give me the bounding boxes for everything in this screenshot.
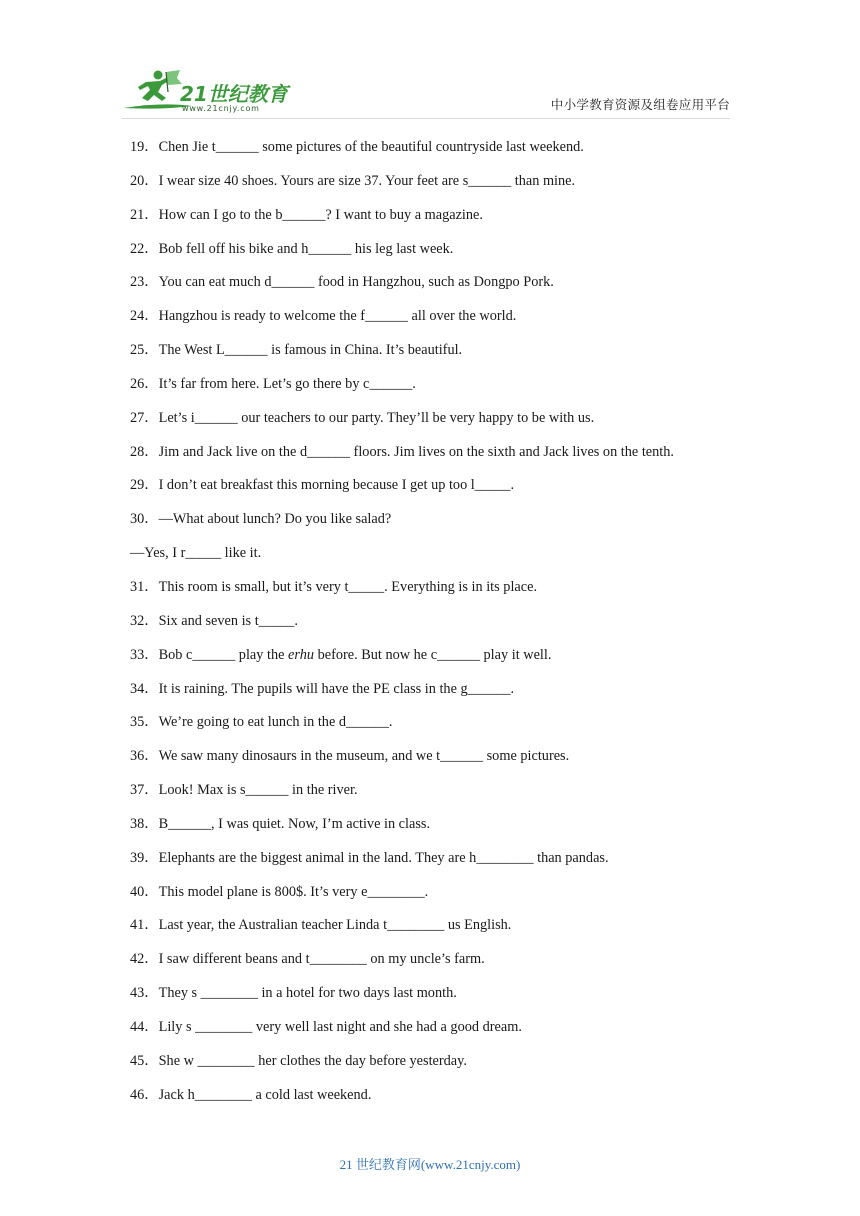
logo-url: www.21cnjy.com bbox=[182, 104, 260, 113]
question-item: 38．B______, I was quiet. Now, I’m active in class. bbox=[130, 815, 431, 832]
question-item: 29．I don’t eat breakfast this morning because I get up too l_____. bbox=[130, 477, 515, 494]
question-answer-line: —Yes, I r_____ like it. bbox=[130, 545, 262, 562]
question-item: 40．This model plane is 800$. It’s very e________. bbox=[130, 883, 429, 900]
header-divider bbox=[122, 118, 730, 119]
question-item: 37．Look! Max is s______ in the river. bbox=[130, 782, 358, 799]
question-item: 24．Hangzhou is ready to welcome the f______ all over the world. bbox=[130, 308, 517, 325]
question-item: 19．Chen Jie t______ some pictures of the beautiful countryside last weekend. bbox=[130, 139, 584, 155]
page-footer: 21 世纪教育网(www.21cnjy.com) bbox=[339, 1157, 521, 1172]
question-item: 21．How can I go to the b______? I want to buy a magazine. bbox=[130, 206, 483, 223]
question-item: 30．—What about lunch? Do you like salad? bbox=[130, 511, 392, 528]
question-item: 35．We’re going to eat lunch in the d______. bbox=[130, 714, 393, 731]
question-item: 45．She w ________ her clothes the day before yesterday. bbox=[130, 1052, 467, 1069]
question-item: 39．Elephants are the biggest animal in the land. They are h________ than pandas. bbox=[130, 849, 609, 866]
question-item: 42．I saw different beans and t________ on my uncle’s farm. bbox=[130, 951, 485, 968]
question-item: 46．Jack h________ a cold last weekend. bbox=[130, 1086, 372, 1103]
question-item: 28．Jim and Jack live on the d______ floors. Jim lives on the sixth and Jack lives on the tenth. bbox=[130, 443, 675, 460]
question-item: 27．Let’s i______ our teachers to our party. They’ll be very happy to be with us. bbox=[130, 409, 595, 426]
question-item: 23．You can eat much d______ food in Hangzhou, such as Dongpo Pork. bbox=[130, 274, 554, 291]
italic-word: erhu bbox=[288, 646, 314, 663]
question-item: 26．It’s far from here. Let’s go there by c______. bbox=[130, 375, 416, 392]
logo bbox=[122, 68, 292, 114]
logo-text: 21世纪教育 bbox=[180, 82, 288, 106]
question-item: 36．We saw many dinosaurs in the museum, and we t______ some pictures. bbox=[130, 748, 570, 765]
question-item: 43．They s ________ in a hotel for two days last month. bbox=[130, 985, 457, 1002]
question-item: 41．Last year, the Australian teacher Linda t________ us English. bbox=[130, 917, 512, 934]
question-item: 20．I wear size 40 shoes. Yours are size 37. Your feet are s______ than mine. bbox=[130, 172, 576, 189]
question-item: 33．Bob c______ play the erhu before. But now he c______ play it well. bbox=[130, 646, 552, 663]
question-item: 32．Six and seven is t_____. bbox=[130, 612, 298, 629]
question-item: 34．It is raining. The pupils will have the PE class in the g______. bbox=[130, 680, 515, 697]
question-item: 44．Lily s ________ very well last night and she had a good dream. bbox=[130, 1018, 522, 1035]
question-item: 31．This room is small, but it’s very t_____. Everything is in its place. bbox=[130, 578, 538, 595]
question-list bbox=[130, 136, 750, 1117]
platform-title: 中小学教育资源及组卷应用平台 bbox=[550, 97, 730, 112]
page-header bbox=[0, 0, 860, 125]
question-item: 22．Bob fell off his bike and h______ his leg last week. bbox=[130, 240, 454, 257]
question-item: 25．The West L______ is famous in China. It’s beautiful. bbox=[130, 342, 463, 359]
runner-logo-icon bbox=[122, 68, 292, 114]
